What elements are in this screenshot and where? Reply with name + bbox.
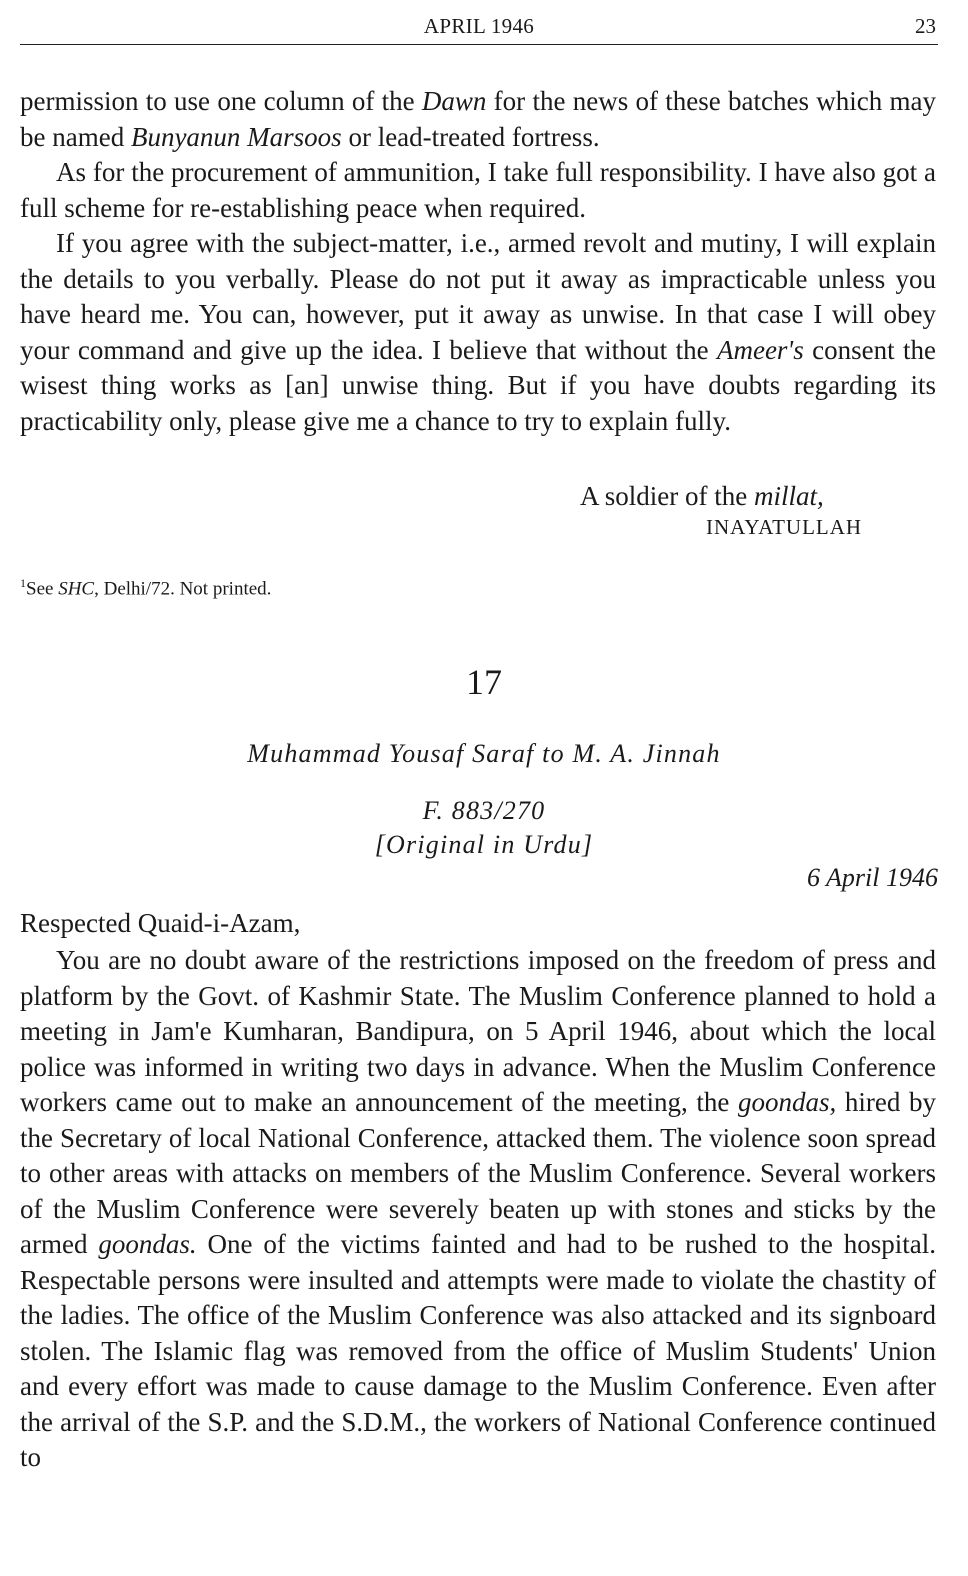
text-run: hired by the Secretary of local National Conference, attacked them. The violence soon spread to other areas with attacks on members of the Muslim Conference. Several workers of the Muslim Conference were severely beaten up with stones and sticks by the armed [20, 1087, 936, 1259]
letter-body [20, 943, 936, 1476]
page-number: 23 [915, 14, 936, 38]
running-head: APRIL 1946 [423, 14, 535, 38]
paragraph [20, 226, 936, 439]
previous-letter-text [20, 84, 936, 439]
signature-line [580, 481, 824, 512]
italic-term: goondas, [737, 1087, 837, 1117]
letter-date: 6 April 1946 [807, 863, 938, 892]
italic-term: Ameer's [716, 334, 804, 365]
text-run: for the news of these batches which may be named [20, 86, 936, 152]
text-run: consent the wisest thing works as [an] unwise thing. But if you have doubts regarding its practicability only, please give me a chance to try to explain fully. [20, 334, 936, 436]
batch-name: Bunyanun Marsoos [130, 121, 342, 152]
document-number: 17 [466, 662, 502, 702]
paragraph: As for the procurement of ammunition, I take full responsibility. I have also got a full scheme for re-establishing peace when required. [20, 157, 936, 223]
file-reference: F. 883/270 [422, 796, 546, 825]
page-header [20, 12, 938, 45]
text-run: , Delhi/72. Not printed. [94, 578, 272, 600]
text-run: You are no doubt aware of the restrictions imposed on the freedom of press and platform by the Govt. of Kashmir State. The Muslim Conference planned to hold a meeting in Jam'e Kumharan, Bandipura, on 5 April 1946, about which the local police was informed in writing two days in advance. When the Muslim Conference workers came out to make an announcement of the meeting, the [20, 945, 936, 1117]
paragraph [20, 943, 936, 1476]
text-run: One of the victims fainted and had to be rushed to the hospital. Respectable persons were insulted and attempts were made to violate the chastity of the ladies. The office of the Muslim Conference was also attacked and its signboard stolen. The Islamic flag was removed from the office of Muslim Students' Union and every effort was made to cause damage to the Muslim Conference. Even after the arrival of the S.P. and the S.D.M., the workers of National Conference continued to [20, 1229, 936, 1472]
text-run: permission to use one column of the [20, 86, 422, 116]
italic-term: millat, [753, 481, 824, 511]
document-title: Muhammad Yousaf Saraf to M. A. Jinnah [247, 739, 721, 768]
text-run: See [26, 578, 59, 600]
italic-term: goondas. [98, 1229, 197, 1259]
text-run: or lead-treated fortress. [341, 121, 600, 152]
footnote [20, 576, 271, 600]
original-language-note: [Original in Urdu] [374, 830, 594, 859]
text-run: A soldier of the [580, 481, 754, 511]
footnote-marker: 1 [20, 576, 26, 590]
signatory-name: INAYATULLAH [706, 515, 863, 539]
italic-term: SHC [58, 578, 95, 600]
salutation: Respected Quaid-i-Azam, [20, 908, 301, 938]
newspaper-name: Dawn [421, 86, 487, 116]
paragraph [20, 84, 936, 155]
text-run: If you agree with the subject-matter, i.e., armed revolt and mutiny, I will explain the details to you verbally. Please do not put it away as impracticable unless you have heard me. You can, however, put it away as unwise. In that case I will obey your command and give up the idea. I believe that without the [20, 228, 936, 365]
